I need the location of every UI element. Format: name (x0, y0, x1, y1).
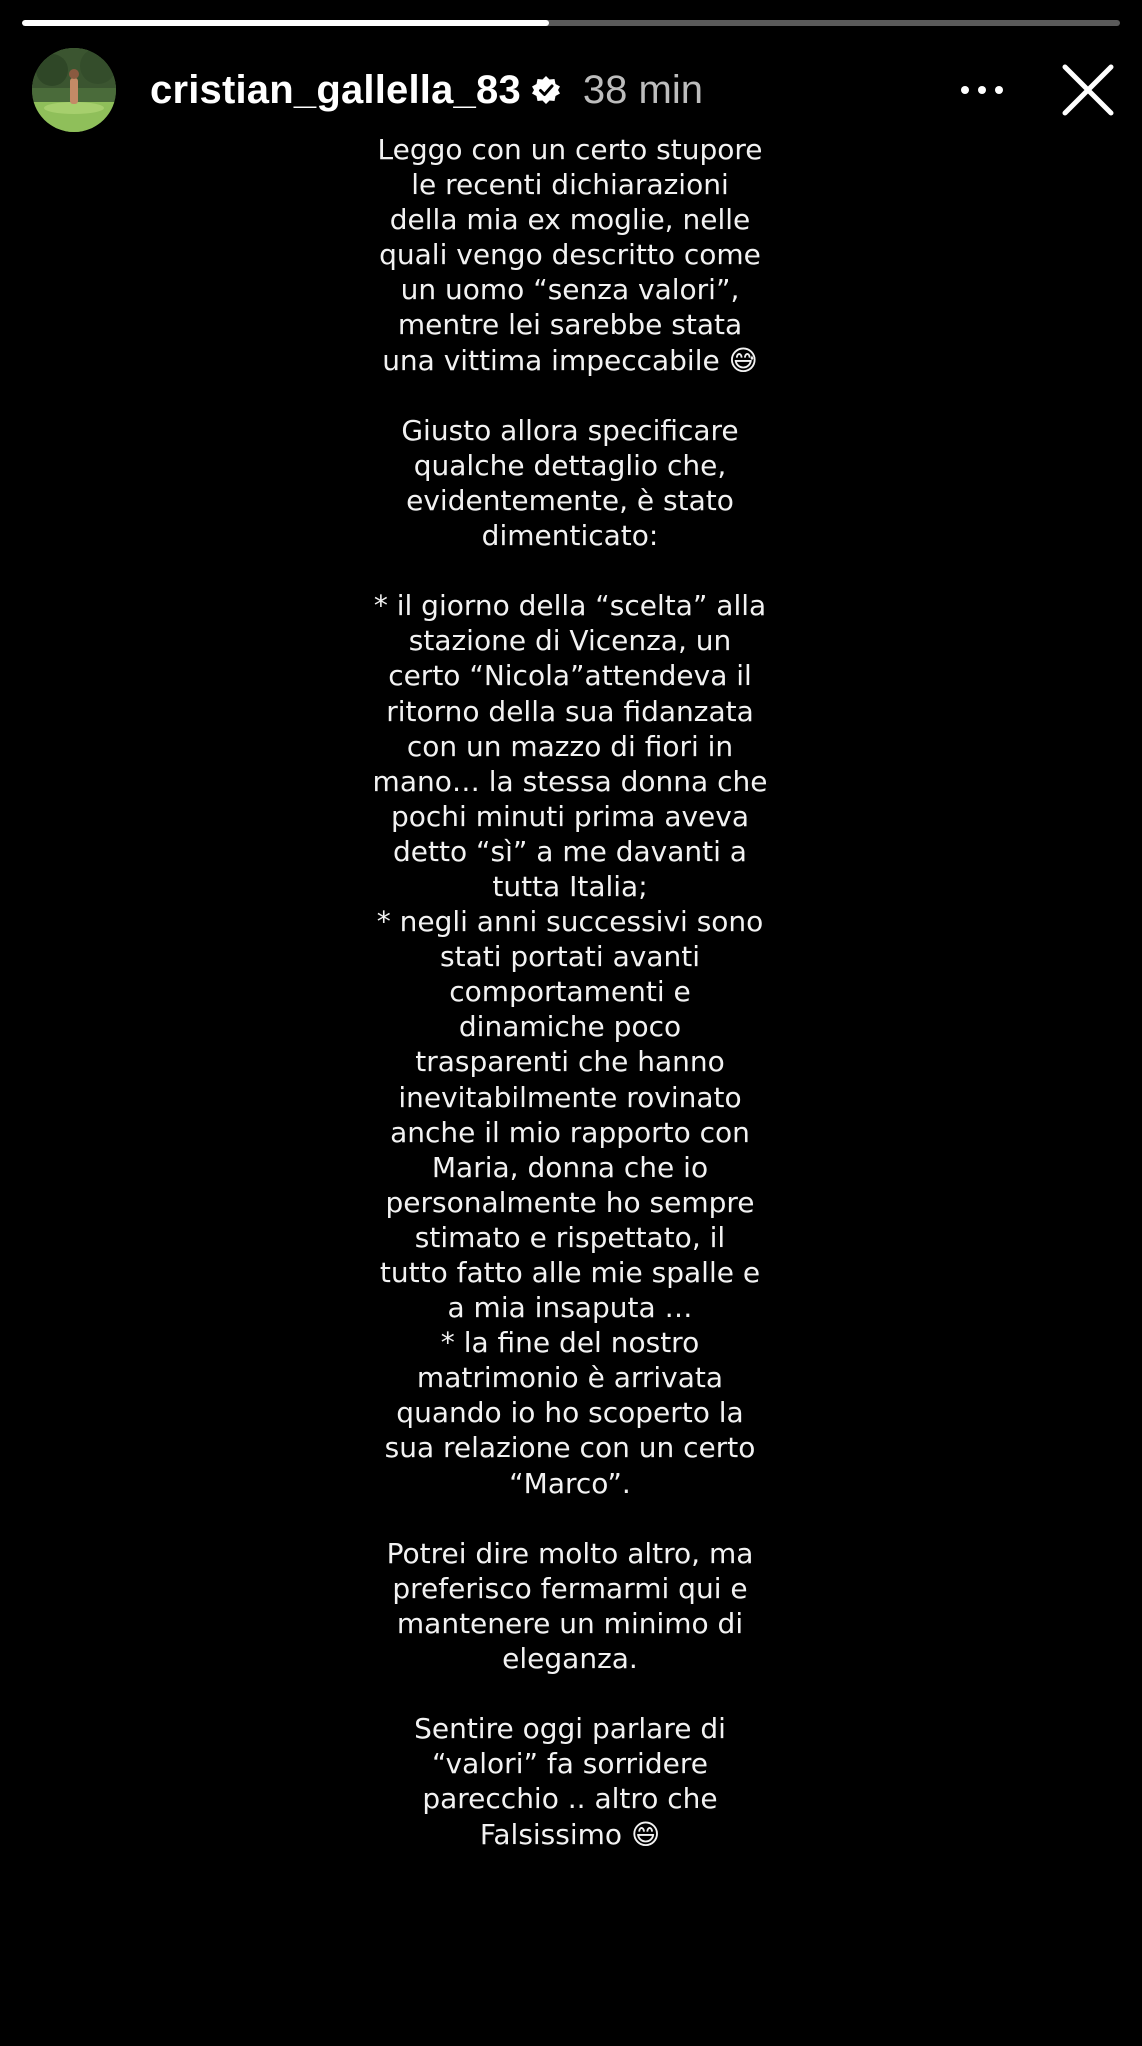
story-header (32, 48, 1118, 132)
story-text: Leggo con un certo stupore le recenti dichiarazioni della mia ex moglie, nelle quali vengo descritto come un uomo “senza valori”, mentre lei sarebbe stata una vittima impeccabile 😅 Giusto allora specificare qualche dettaglio che, evidentemente, è stato dimenticato: * il giorno della “scelta” alla stazione di Vicenza, un certo “Nicola”attendeva il ritorno della sua fidanzata con un mazzo di fiori in mano… la stessa donna che pochi minuti prima aveva detto “sì” a me davanti a tutta Italia; * negli anni successivi sono stati portati avanti comportamenti e dinamiche poco trasparenti che hanno inevitabilmente rovinato anche il mio rapporto con Maria, donna che io personalmente ho sempre stimato e rispettato, il tutto fatto alle mie spalle e a mia insaputa … * la fine del nostro matrimonio è arrivata quando io ho scoperto la sua relazione con un certo “Marco”. Potrei dire molto altro, ma preferisco fermarmi qui e mantenere un minimo di eleganza. Sentire oggi parlare di “valori” fa sorridere parecchio .. altro che Falsissimo 😄 (372, 133, 768, 1851)
close-icon (1061, 63, 1115, 117)
avatar[interactable] (32, 48, 116, 132)
story-progress-fill (22, 20, 549, 26)
verified-badge-icon (531, 75, 561, 105)
story-progress-bar (22, 20, 1120, 26)
more-dots-icon (960, 85, 1004, 95)
story-timestamp: 38 min (582, 67, 703, 112)
username[interactable]: cristian_gallella_83 (150, 67, 521, 112)
close-button[interactable] (1058, 60, 1118, 120)
more-options-button[interactable] (952, 60, 1012, 120)
